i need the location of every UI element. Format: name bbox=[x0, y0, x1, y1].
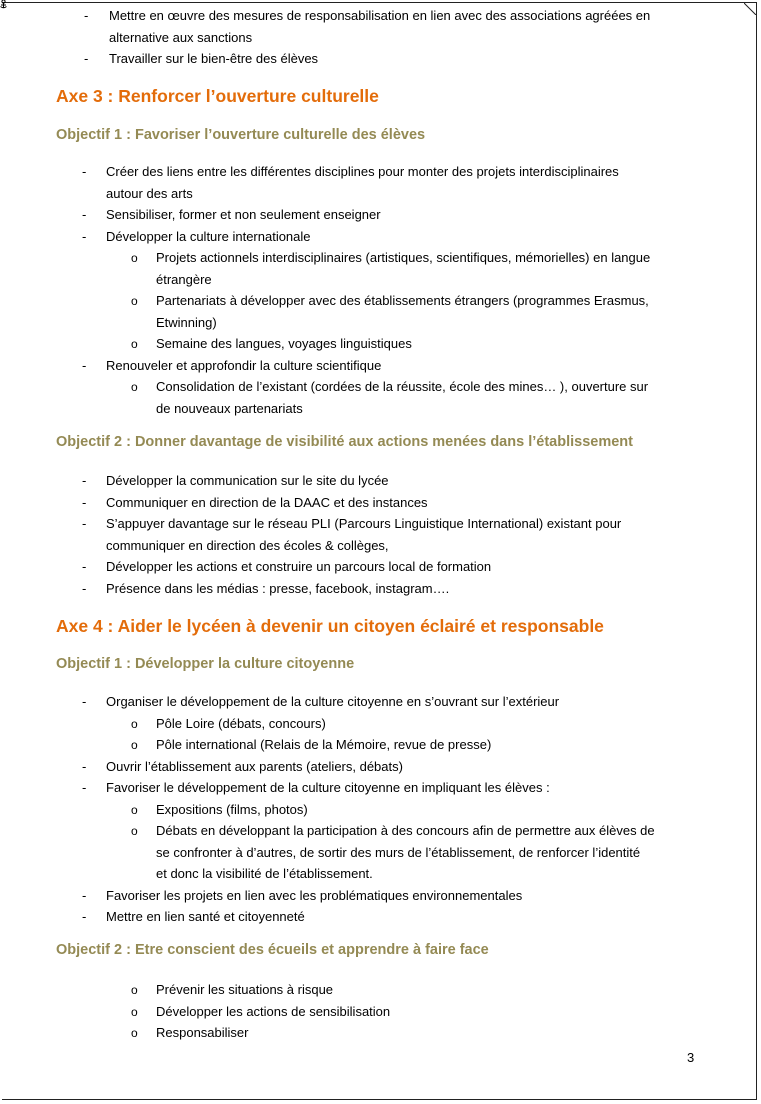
sub-bullet-circle: o bbox=[131, 1004, 138, 1019]
sub-item-text: Débats en développant la participation à des concours afin de permettre aux élèves de bbox=[156, 823, 655, 838]
list-bullet-dash: - bbox=[82, 494, 87, 510]
list-bullet-dash: - bbox=[82, 228, 87, 244]
list-bullet-dash: - bbox=[82, 516, 87, 531]
sub-bullet-circle: o bbox=[131, 824, 138, 838]
list-bullet-dash: - bbox=[82, 207, 87, 222]
list-item-text: Présence dans les médias : presse, facebook, instagram…. bbox=[106, 580, 450, 596]
list-bullet-dash: - bbox=[84, 51, 89, 66]
sub-bullet-circle: o bbox=[131, 294, 138, 308]
sub-bullet-circle: o bbox=[131, 251, 138, 265]
sub-item-text: Pôle Loire (débats, concours) bbox=[156, 715, 326, 731]
objective-heading: Objectif 1 : Favoriser l’ouverture culturelle des élèves bbox=[56, 127, 426, 143]
sub-item-text: Etwinning) bbox=[156, 314, 217, 330]
section-heading-axe4: Axe 4 : Aider le lycéen à devenir un citoyen éclairé et responsable bbox=[56, 616, 604, 636]
sub-bullet-circle: o bbox=[131, 716, 138, 731]
list-item-text: S’appuyer davantage sur le réseau PLI (Parcours Linguistique International) existant pour bbox=[106, 516, 622, 531]
list-item-text: communiquer en direction des écoles & collèges, bbox=[106, 537, 389, 553]
sub-item-text: Pôle international (Relais de la Mémoire, revue de presse) bbox=[156, 737, 492, 752]
list-item-text: Mettre en œuvre des mesures de responsabilisation en lien avec des associations agréées en bbox=[109, 8, 651, 23]
sub-item-text: Partenariats à développer avec des établissements étrangers (programmes Erasmus, bbox=[156, 293, 649, 308]
sub-item-text: Consolidation de l’existant (cordées de la réussite, école des mines… ), ouverture sur bbox=[156, 379, 649, 394]
list-item-text: Favoriser le développement de la culture citoyenne en impliquant les élèves : bbox=[106, 780, 550, 795]
sub-item-text: Prévenir les situations à risque bbox=[156, 982, 334, 997]
list-bullet-dash: - bbox=[82, 887, 87, 903]
sub-item-text: Responsabiliser bbox=[156, 1025, 249, 1040]
list-item-text: Favoriser les projets en lien avec les problématiques environnementales bbox=[106, 887, 523, 903]
sub-item-text: Projets actionnels interdisciplinaires (artistiques, scientifiques, mémorielles) en langue bbox=[156, 250, 651, 265]
list-bullet-dash: - bbox=[82, 580, 87, 596]
list-bullet-dash: - bbox=[82, 694, 87, 709]
sub-bullet-circle: o bbox=[131, 1026, 138, 1040]
list-bullet-dash: - bbox=[84, 8, 89, 23]
list-bullet-dash: - bbox=[82, 559, 87, 574]
sub-item-text: Expositions (films, photos) bbox=[156, 801, 308, 817]
list-item-text: Sensibiliser, former et non seulement enseigner bbox=[106, 207, 381, 222]
list-item-text: Communiquer en direction de la DAAC et des instances bbox=[106, 494, 428, 510]
folded-corner-icon bbox=[744, 3, 756, 15]
sub-bullet-circle: o bbox=[131, 738, 138, 752]
list-bullet-dash: - bbox=[82, 909, 87, 924]
list-item-text: autour des arts bbox=[106, 185, 193, 201]
sub-item-text: étrangère bbox=[156, 271, 212, 287]
list-bullet-dash: - bbox=[82, 357, 87, 373]
list-bullet-dash: - bbox=[82, 780, 87, 795]
sub-bullet-circle: o bbox=[131, 337, 138, 351]
sub-item-text: et donc la visibilité de l’établissement. bbox=[156, 866, 373, 881]
sub-item-text: se confronter à d’autres, de sortir des murs de l’établissement, de renforcer l’identité bbox=[156, 844, 641, 860]
section-heading-axe3: Axe 3 : Renforcer l’ouverture culturelle bbox=[56, 86, 379, 106]
objective-heading: Objectif 1 : Développer la culture citoyenne bbox=[56, 656, 355, 672]
list-item-text: Développer les actions et construire un parcours local de formation bbox=[106, 559, 492, 574]
list-item-text: Développer la communication sur le site du lycée bbox=[106, 473, 389, 488]
list-bullet-dash: - bbox=[82, 164, 87, 179]
objective-heading: Objectif 2 : Donner davantage de visibilité aux actions menées dans l’établissement bbox=[56, 434, 633, 450]
list-item-text: Organiser le développement de la culture citoyenne en s’ouvrant sur l’extérieur bbox=[106, 694, 560, 709]
list-item-text: Développer la culture internationale bbox=[106, 228, 311, 244]
sub-item-text: Développer les actions de sensibilisation bbox=[156, 1003, 391, 1019]
list-item-text: Travailler sur le bien-être des élèves bbox=[109, 51, 319, 66]
list-item-text: Créer des liens entre les différentes disciplines pour monter des projets interdisciplinaires bbox=[106, 164, 619, 179]
page-number: 3 bbox=[687, 1050, 695, 1065]
list-item-text: Mettre en lien santé et citoyenneté bbox=[106, 909, 305, 924]
anchor-icon bbox=[0, 0, 8, 9]
sub-bullet-circle: o bbox=[131, 802, 138, 817]
sub-bullet-circle: o bbox=[131, 380, 138, 394]
objective-heading: Objectif 2 : Etre conscient des écueils et apprendre à faire face bbox=[56, 942, 489, 958]
list-bullet-dash: - bbox=[82, 758, 87, 774]
list-item-text: Renouveler et approfondir la culture scientifique bbox=[106, 357, 382, 373]
sub-bullet-circle: o bbox=[131, 983, 138, 997]
sub-item-text: de nouveaux partenariats bbox=[156, 400, 303, 416]
sub-item-text: Semaine des langues, voyages linguistiques bbox=[156, 336, 412, 351]
list-item-text: Ouvrir l’établissement aux parents (ateliers, débats) bbox=[106, 758, 403, 774]
list-item-text: alternative aux sanctions bbox=[109, 29, 253, 45]
list-bullet-dash: - bbox=[82, 473, 87, 488]
